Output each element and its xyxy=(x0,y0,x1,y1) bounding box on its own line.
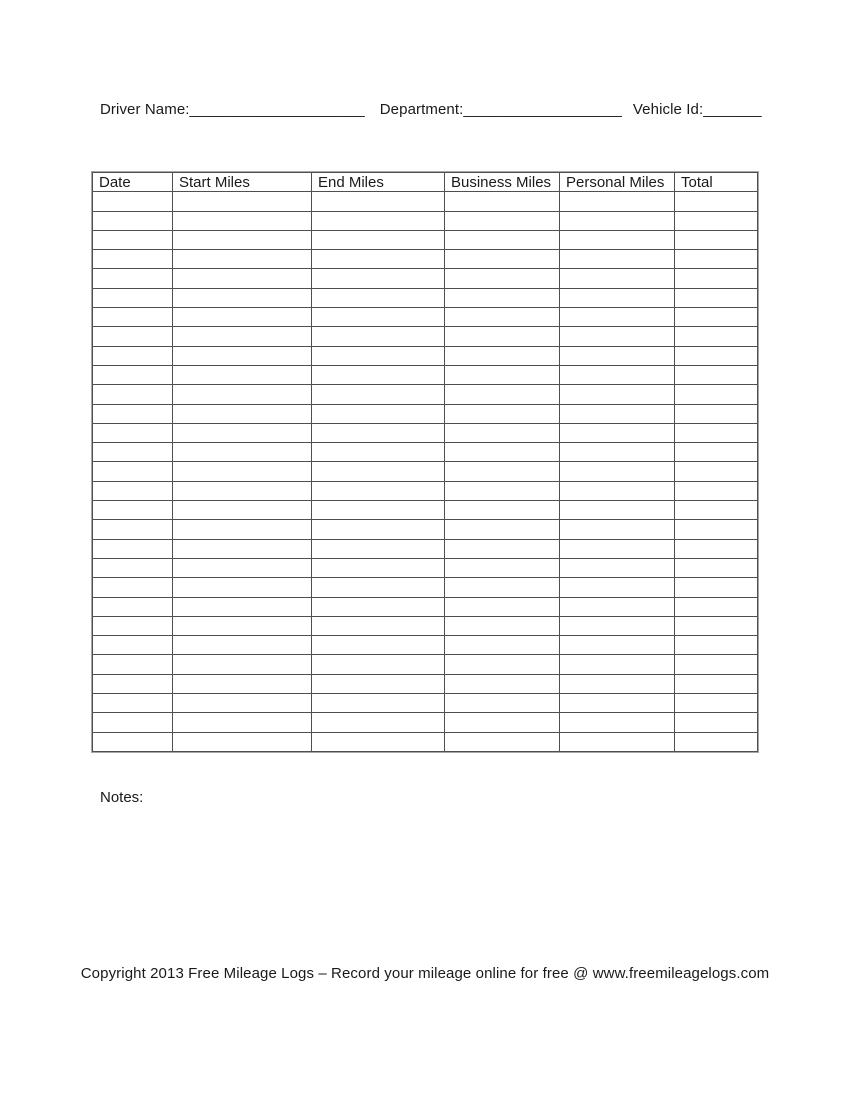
table-row xyxy=(93,404,758,423)
table-cell xyxy=(445,713,560,732)
table-cell xyxy=(560,385,675,404)
table-cell xyxy=(312,192,445,211)
table-cell xyxy=(675,578,758,597)
table-row xyxy=(93,365,758,384)
table-cell xyxy=(675,230,758,249)
table-cell xyxy=(93,211,173,230)
table-cell xyxy=(312,423,445,442)
table-cell xyxy=(445,288,560,307)
table-cell xyxy=(173,616,312,635)
table-cell xyxy=(173,423,312,442)
table-cell xyxy=(560,462,675,481)
table-cell xyxy=(173,250,312,269)
table-cell xyxy=(675,269,758,288)
vehicle-id-label: Vehicle Id: xyxy=(632,101,704,118)
table-cell xyxy=(675,655,758,674)
table-cell xyxy=(93,655,173,674)
table-row xyxy=(93,443,758,462)
table-row xyxy=(93,732,758,751)
table-cell xyxy=(312,327,445,346)
table-cell xyxy=(93,520,173,539)
table-cell xyxy=(173,674,312,693)
table-cell xyxy=(173,520,312,539)
table-row xyxy=(93,578,758,597)
table-cell xyxy=(173,404,312,423)
table-cell xyxy=(445,674,560,693)
table-cell xyxy=(560,481,675,500)
table-cell xyxy=(675,365,758,384)
table-cell xyxy=(312,385,445,404)
table-cell xyxy=(445,443,560,462)
table-cell xyxy=(93,539,173,558)
table-cell xyxy=(675,423,758,442)
table-cell xyxy=(675,443,758,462)
column-header-start-miles: Start Miles xyxy=(173,173,312,192)
table-cell xyxy=(445,365,560,384)
table-cell xyxy=(675,404,758,423)
table-cell xyxy=(173,713,312,732)
table-cell xyxy=(312,655,445,674)
table-cell xyxy=(93,230,173,249)
table-cell xyxy=(93,269,173,288)
table-cell xyxy=(173,327,312,346)
table-cell xyxy=(445,423,560,442)
table-row xyxy=(93,327,758,346)
table-cell xyxy=(445,462,560,481)
table-cell xyxy=(173,462,312,481)
table-cell xyxy=(560,616,675,635)
table-cell xyxy=(445,327,560,346)
table-cell xyxy=(675,713,758,732)
table-cell xyxy=(312,462,445,481)
table-cell xyxy=(173,578,312,597)
table-cell xyxy=(675,558,758,577)
table-cell xyxy=(312,732,445,751)
table-cell xyxy=(312,578,445,597)
table-cell xyxy=(560,558,675,577)
table-cell xyxy=(560,250,675,269)
copyright-footer: Copyright 2013 Free Mileage Logs – Record your mileage online for free @ www.freemileagelogs.com xyxy=(80,965,770,982)
table-cell xyxy=(173,385,312,404)
table-cell xyxy=(312,674,445,693)
table-cell xyxy=(675,539,758,558)
table-cell xyxy=(675,385,758,404)
table-row xyxy=(93,211,758,230)
driver-name-label: Driver Name: xyxy=(100,101,190,118)
table-cell xyxy=(312,636,445,655)
table-row xyxy=(93,288,758,307)
table-row xyxy=(93,269,758,288)
table-cell xyxy=(93,713,173,732)
table-cell xyxy=(173,443,312,462)
table-cell xyxy=(93,288,173,307)
table-row xyxy=(93,423,758,442)
table-row xyxy=(93,520,758,539)
column-header-end-miles: End Miles xyxy=(312,173,445,192)
table-cell xyxy=(675,250,758,269)
table-cell xyxy=(312,250,445,269)
table-cell xyxy=(560,365,675,384)
table-cell xyxy=(675,288,758,307)
table-cell xyxy=(173,694,312,713)
table-cell xyxy=(445,520,560,539)
table-cell xyxy=(93,250,173,269)
table-cell xyxy=(93,365,173,384)
table-cell xyxy=(445,558,560,577)
column-header-personal-miles: Personal Miles xyxy=(560,173,675,192)
table-cell xyxy=(675,481,758,500)
table-row xyxy=(93,713,758,732)
table-cell xyxy=(560,230,675,249)
table-cell xyxy=(445,732,560,751)
table-cell xyxy=(445,230,560,249)
table-header-row xyxy=(93,173,758,192)
table-cell xyxy=(312,713,445,732)
table-cell xyxy=(173,558,312,577)
vehicle-id-field xyxy=(633,101,762,118)
table-cell xyxy=(560,404,675,423)
table-body xyxy=(93,192,758,752)
table-cell xyxy=(560,269,675,288)
table-cell xyxy=(93,481,173,500)
table-cell xyxy=(93,578,173,597)
table-cell xyxy=(173,636,312,655)
table-row xyxy=(93,481,758,500)
table-cell xyxy=(675,616,758,635)
table-cell xyxy=(445,346,560,365)
table-cell xyxy=(560,501,675,520)
table-cell xyxy=(445,481,560,500)
table-row xyxy=(93,674,758,693)
table-cell xyxy=(312,597,445,616)
form-header xyxy=(100,101,762,118)
table-cell xyxy=(173,501,312,520)
table-cell xyxy=(445,578,560,597)
table-cell xyxy=(173,365,312,384)
table-cell xyxy=(560,443,675,462)
table-cell xyxy=(93,443,173,462)
table-cell xyxy=(93,192,173,211)
table-row xyxy=(93,539,758,558)
table-cell xyxy=(173,288,312,307)
table-cell xyxy=(173,269,312,288)
department-field xyxy=(380,101,622,118)
table-cell xyxy=(173,732,312,751)
table-cell xyxy=(560,211,675,230)
table-cell xyxy=(445,501,560,520)
table-cell xyxy=(93,597,173,616)
table-row xyxy=(93,694,758,713)
table-cell xyxy=(312,365,445,384)
table-cell xyxy=(93,308,173,327)
table-cell xyxy=(312,443,445,462)
table-row xyxy=(93,192,758,211)
table-cell xyxy=(560,308,675,327)
table-row xyxy=(93,636,758,655)
table-row xyxy=(93,308,758,327)
table-cell xyxy=(445,616,560,635)
table-cell xyxy=(93,616,173,635)
table-cell xyxy=(312,501,445,520)
table-cell xyxy=(445,250,560,269)
column-header-date: Date xyxy=(93,173,173,192)
table-cell xyxy=(93,404,173,423)
notes-label: Notes: xyxy=(100,789,144,806)
table-cell xyxy=(93,732,173,751)
table-cell xyxy=(560,578,675,597)
table-cell xyxy=(675,346,758,365)
table-row xyxy=(93,655,758,674)
table-row xyxy=(93,597,758,616)
table-cell xyxy=(675,597,758,616)
table-cell xyxy=(560,694,675,713)
table-cell xyxy=(560,192,675,211)
table-cell xyxy=(560,636,675,655)
table-cell xyxy=(445,192,560,211)
table-cell xyxy=(445,539,560,558)
table-cell xyxy=(93,501,173,520)
table-cell xyxy=(445,269,560,288)
table-cell xyxy=(93,674,173,693)
table-cell xyxy=(445,385,560,404)
table-cell xyxy=(560,423,675,442)
table-cell xyxy=(560,288,675,307)
table-cell xyxy=(675,308,758,327)
table-cell xyxy=(560,327,675,346)
table-cell xyxy=(312,539,445,558)
table-cell xyxy=(560,713,675,732)
table-cell xyxy=(173,211,312,230)
table-row xyxy=(93,385,758,404)
table-cell xyxy=(312,288,445,307)
driver-name-blank: _____________________ xyxy=(189,101,365,118)
table-cell xyxy=(560,520,675,539)
column-header-business-miles: Business Miles xyxy=(445,173,560,192)
table-cell xyxy=(312,616,445,635)
table-cell xyxy=(445,404,560,423)
table-cell xyxy=(445,694,560,713)
table-row xyxy=(93,462,758,481)
table-cell xyxy=(93,346,173,365)
table-cell xyxy=(445,655,560,674)
table-cell xyxy=(93,385,173,404)
table-cell xyxy=(445,211,560,230)
table-cell xyxy=(312,211,445,230)
column-header-total: Total xyxy=(675,173,758,192)
table-cell xyxy=(93,462,173,481)
table-cell xyxy=(173,192,312,211)
table-cell xyxy=(675,732,758,751)
vehicle-id-blank: _______ xyxy=(703,101,762,118)
table-cell xyxy=(560,732,675,751)
table-cell xyxy=(93,423,173,442)
table-cell xyxy=(675,501,758,520)
table-cell xyxy=(173,308,312,327)
table-cell xyxy=(312,404,445,423)
table-row xyxy=(93,230,758,249)
table-cell xyxy=(560,674,675,693)
table-cell xyxy=(312,694,445,713)
table-row xyxy=(93,616,758,635)
department-label: Department: xyxy=(379,101,464,118)
table-cell xyxy=(560,597,675,616)
department-blank: ___________________ xyxy=(463,101,622,118)
table-cell xyxy=(675,327,758,346)
table-row xyxy=(93,346,758,365)
table-cell xyxy=(312,269,445,288)
table-cell xyxy=(93,636,173,655)
table-row xyxy=(93,558,758,577)
table-cell xyxy=(173,481,312,500)
table-cell xyxy=(560,539,675,558)
table-cell xyxy=(312,230,445,249)
driver-name-field xyxy=(100,101,365,118)
table-row xyxy=(93,250,758,269)
table-row xyxy=(93,501,758,520)
table-cell xyxy=(445,597,560,616)
table-cell xyxy=(93,694,173,713)
table-cell xyxy=(560,346,675,365)
table-cell xyxy=(560,655,675,674)
table-cell xyxy=(675,462,758,481)
table-cell xyxy=(312,481,445,500)
table-cell xyxy=(675,694,758,713)
table-cell xyxy=(675,192,758,211)
table-cell xyxy=(312,558,445,577)
table-cell xyxy=(675,520,758,539)
table-cell xyxy=(173,539,312,558)
table-cell xyxy=(173,597,312,616)
mileage-log-table xyxy=(92,172,758,752)
table-cell xyxy=(93,558,173,577)
table-cell xyxy=(93,327,173,346)
table-cell xyxy=(445,636,560,655)
table-cell xyxy=(312,346,445,365)
table-cell xyxy=(173,346,312,365)
table-cell xyxy=(312,520,445,539)
table-cell xyxy=(312,308,445,327)
table-cell xyxy=(675,674,758,693)
table-cell xyxy=(675,636,758,655)
table-cell xyxy=(675,211,758,230)
table-cell xyxy=(173,655,312,674)
table-cell xyxy=(173,230,312,249)
table-cell xyxy=(445,308,560,327)
